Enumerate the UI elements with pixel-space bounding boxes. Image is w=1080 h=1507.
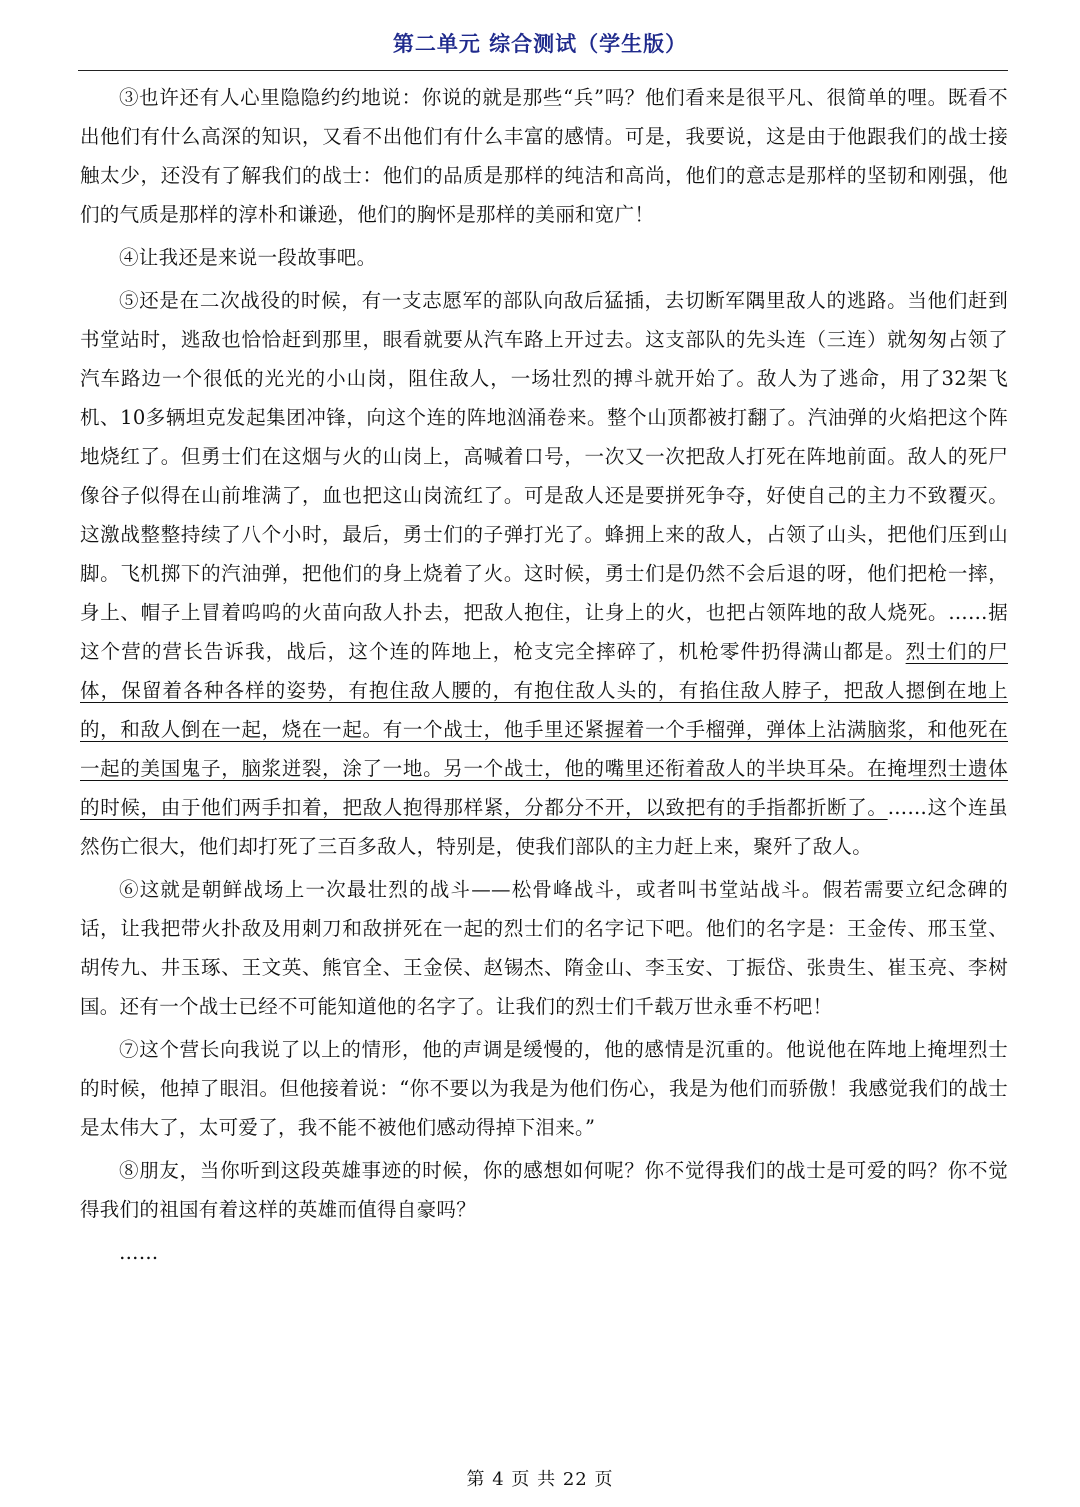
article-body <box>80 78 1008 1272</box>
paragraph-5-text: ⑤还是在二次战役的时候，有一支志愿军的部队向敌后猛插，去切断军隅里敌人的逃路。当他们赶到书堂站时，逃敌也恰恰赶到那里，眼看就要从汽车路上开过去。这支部队的先头连（三连）就匆匆占领了汽车路边一个很低的光光的小山岗，阻住敌人，一场壮烈的搏斗就开始了。敌人为了逃命，用了32架飞机、10多辆坦克发起集团冲锋，向这个连的阵地汹涌卷来。整个山顶都被打翻了。汽油弹的火焰把这个阵地烧红了。但勇士们在这烟与火的山岗上，高喊着口号，一次又一次把敌人打死在阵地前面。敌人的死尸像谷子似得在山前堆满了，血也把这山岗流红了。可是敌人还是要拼死争夺，好使自己的主力不致覆灭。这激战整整持续了八个小时，最后，勇士们的子弹打光了。蜂拥上来的敌人，占领了山头，把他们压到山脚。飞机掷下的汽油弹，把他们的身上烧着了火。这时候，勇士们是仍然不会后退的呀，他们把枪一摔，身上、帽子上冒着呜呜的火苗向敌人扑去，把敌人抱住，让身上的火，也把占领阵地的敌人烧死。……据这个营的营长告诉我，战后，这个连的阵地上，枪支完全摔碎了，机枪零件扔得满山都是。 <box>80 289 1008 663</box>
header-title: 第二单元 综合测试（学生版） <box>392 31 688 56</box>
paragraph-6: ⑥这就是朝鲜战场上一次最壮烈的战斗——松骨峰战斗，或者叫书堂站战斗。假若需要立纪念碑的话，让我把带火扑敌及用刺刀和敌拼死在一起的烈士们的名字记下吧。他们的名字是：王金传、邢玉堂、胡传九、井玉琢、王文英、熊官全、王金侯、赵锡杰、隋金山、李玉安、丁振岱、张贵生、崔玉亮、李树国。还有一个战士已经不可能知道他的名字了。让我们的烈士们千载万世永垂不朽吧！ <box>80 878 1008 1018</box>
page-number: 第 4 页 共 22 页 <box>466 1469 614 1490</box>
paragraph-5-ending: ……这个连虽然伤亡很大，他们却打死了三百多敌人，特别是，使我们部队的主力赶上来，聚歼了敌人。 <box>80 796 1008 858</box>
paragraph-4: ④让我还是来说一段故事吧。 <box>119 246 377 269</box>
paragraph-7: ⑦这个营长向我说了以上的情形，他的声调是缓慢的，他的感情是沉重的。他说他在阵地上掩埋烈士的时候，他掉了眼泪。但他接着说：“你不要以为我是为他们伤心，我是为他们而骄傲！我感觉我们的战士是太伟大了，太可爱了，我不能不被他们感动得掉下泪来。” <box>80 1038 1008 1139</box>
header-divider <box>78 70 1008 71</box>
paragraph-3: ③也许还有人心里隐隐约约地说：你说的就是那些“兵”吗？他们看来是很平凡、很简单的哩。既看不出他们有什么高深的知识，又看不出他们有什么丰富的感情。可是，我要说，这是由于他跟我们的战士接触太少，还没有了解我们的战士：他们的品质是那样的纯洁和高尚，他们的意志是那样的坚韧和刚强，他们的气质是那样的淳朴和谦逊，他们的胸怀是那样的美丽和宽广！ <box>80 86 1008 226</box>
underlined-passage: 烈士们的尸体，保留着各种各样的姿势，有抱住敌人腰的，有抱住敌人头的，有掐住敌人脖子，把敌人摁倒在地上的，和敌人倒在一起，烧在一起。有一个战士，他手里还紧握着一个手榴弹，弹体上沾满脑浆，和他死在一起的美国鬼子，脑浆迸裂，涂了一地。另一个战士，他的嘴里还衔着敌人的半块耳朵。在掩埋烈士遗体的时候，由于他们两手扣着，把敌人抱得那样紧，分都分不开，以致把有的手指都折断了。 <box>80 640 1008 819</box>
paragraph-8: ⑧朋友，当你听到这段英雄事迹的时候，你的感想如何呢？你不觉得我们的战士是可爱的吗？你不觉得我们的祖国有着这样的英雄而值得自豪吗？ <box>80 1159 1008 1221</box>
paragraph-5 <box>80 281 1008 866</box>
ellipsis-line: …… <box>119 1241 159 1264</box>
